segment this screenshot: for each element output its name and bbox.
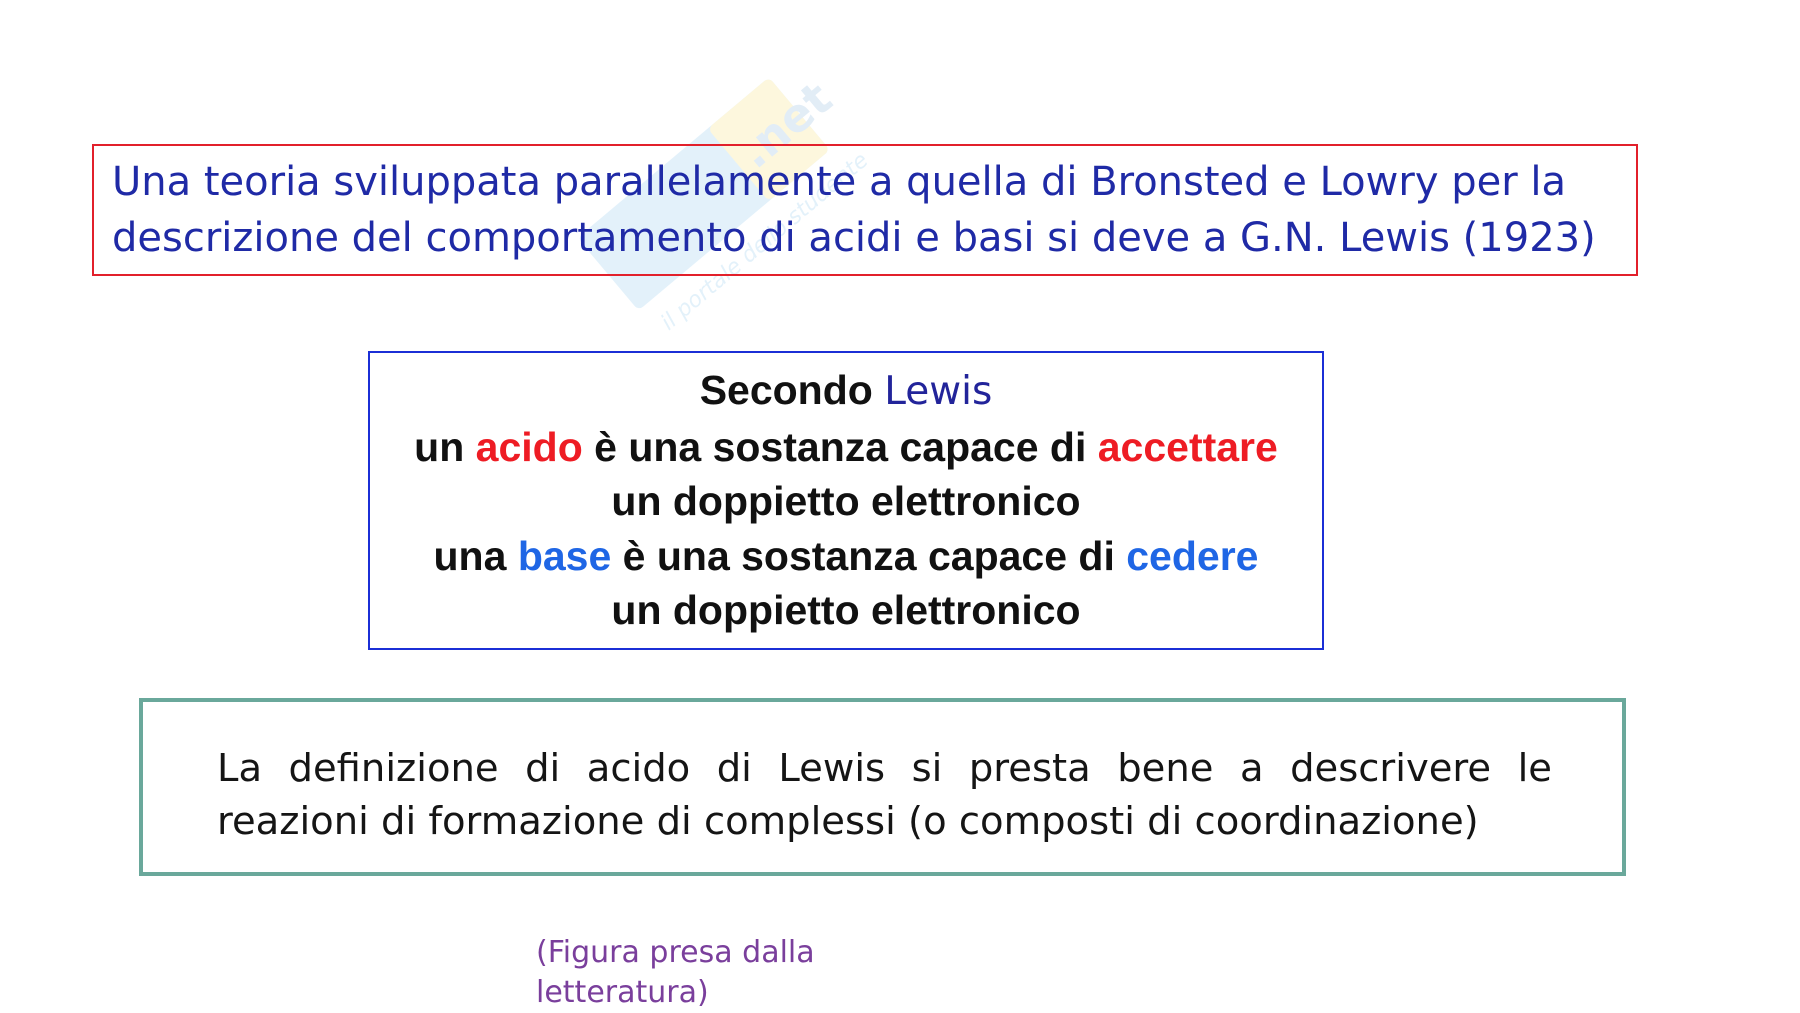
- acid-word: acido: [475, 423, 583, 470]
- acid-pre: un: [414, 423, 476, 470]
- base-tail-line: un doppietto elettronico: [611, 587, 1081, 633]
- caption-line-2: letteratura): [536, 975, 709, 1010]
- figure-caption: [536, 933, 876, 1013]
- base-verb: cedere: [1126, 532, 1259, 579]
- intro-line-1: Una teoria sviluppata parallelamente a quella di Bronsted e Lowry per la: [112, 159, 1566, 205]
- definition-line-1: La definizione di acido di Lewis si presta bene a descrivere le: [217, 746, 1552, 791]
- base-mid: è una sostanza capace di: [611, 532, 1127, 579]
- watermark-net-text: .net: [728, 70, 843, 179]
- base-word: base: [517, 532, 612, 579]
- definition-line-2: reazioni di formazione di complessi (o composti di coordinazione): [217, 799, 1479, 844]
- intro-line-2: descrizione del comportamento di acidi e basi si deve a G.N. Lewis (1923): [112, 215, 1596, 261]
- acid-tail-line: un doppietto elettronico: [611, 478, 1081, 524]
- caption-line-1: (Figura presa dalla: [536, 935, 815, 970]
- acid-definition-line: [370, 420, 1322, 475]
- acid-mid: è una sostanza capace di: [582, 423, 1098, 470]
- intro-box: [92, 144, 1638, 276]
- lewis-heading-prefix: Secondo: [699, 367, 885, 413]
- lewis-definition-box: [368, 351, 1324, 650]
- acid-verb: accettare: [1097, 423, 1278, 470]
- watermark-tagline: il portale dello studente: [656, 147, 874, 336]
- base-definition-line: [370, 529, 1322, 584]
- lewis-heading-name: Lewis: [884, 369, 993, 414]
- definition-box: [139, 698, 1626, 876]
- lewis-heading: [370, 363, 1322, 420]
- base-pre: una: [433, 532, 518, 579]
